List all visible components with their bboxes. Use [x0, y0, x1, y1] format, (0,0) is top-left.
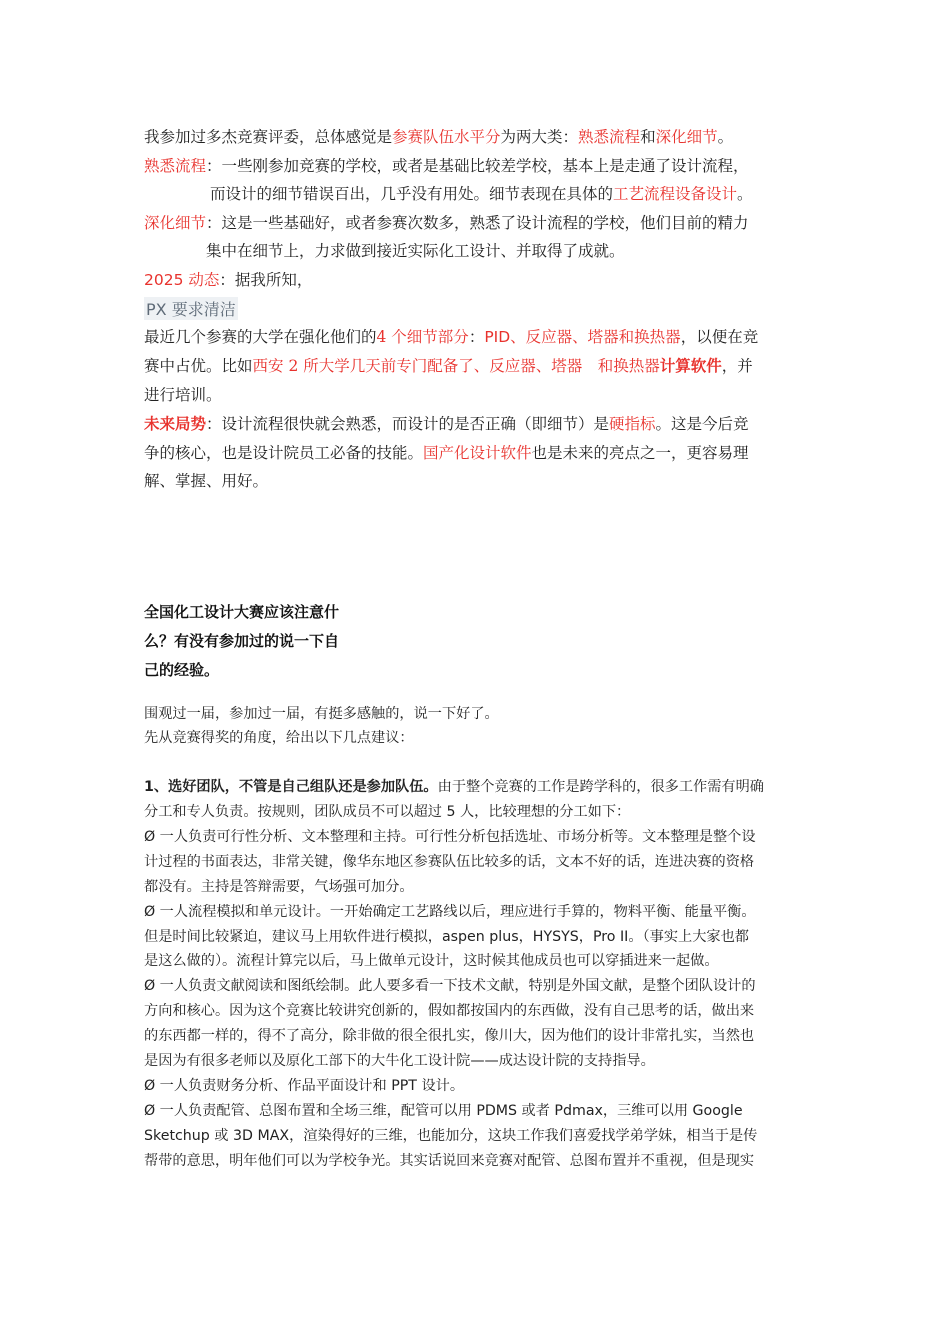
- intro-text: 。: [717, 128, 734, 146]
- familiar-text: ：一些刚参加竞赛的学校，或者是基础比较差学校，基本上是走通了设计流程，: [206, 157, 749, 175]
- deep-label: 深化细节: [144, 214, 207, 232]
- highlight-process-design: 工艺流程设备设计: [613, 185, 738, 203]
- point-1-heading: 1、选好团队，不管是自己组队还是参加队伍。: [144, 779, 438, 795]
- trend-2025-label: 2025 动态: [144, 271, 220, 289]
- deep-text: 集中在细节上，力求做到接近实际化工设计、并取得了成就。: [206, 242, 625, 260]
- trend-2025-line: [144, 270, 312, 290]
- future-line-1: [144, 414, 749, 434]
- familiar-line-2: [210, 184, 753, 204]
- title-line-3: 己的经验。: [144, 661, 220, 679]
- title-line-1: 全国化工设计大赛应该注意什: [144, 603, 340, 621]
- recent-text: 最近几个参赛的大学在强化他们的: [144, 328, 377, 346]
- recent-text: 进行培训。: [144, 386, 222, 404]
- future-line-2: [144, 443, 749, 463]
- intro-text: 和: [640, 128, 656, 146]
- recent-line-1: [144, 327, 758, 347]
- bullet-5-line-2: Sketchup 或 3D MAX，渲染得好的三维，也能加分，这块工作我们喜爱找学弟学妹，相当于是传: [144, 1128, 758, 1144]
- intro-line: [144, 127, 733, 147]
- future-text: 争的核心，也是设计院员工必备的技能。: [144, 444, 424, 462]
- recent-text: ，以便在竞: [680, 328, 759, 346]
- trend-2025-text: ：据我所知，: [219, 271, 313, 289]
- familiar-line-1: [144, 156, 749, 176]
- highlight-familiar: 熟悉流程: [578, 128, 641, 146]
- future-text: 也是未来的亮点之一，更容易理: [531, 444, 749, 462]
- bullet-1-line-2: 计过程的书面表达，非常关键，像华东地区参赛队伍比较多的话，文本不好的话，连进决赛的资格: [144, 854, 755, 870]
- bullet-3-line-2: 方向和核心。因为这个竞赛比较讲究创新的，假如都按国内的东西做，没有自己思考的话，做出来: [144, 1003, 755, 1019]
- recent-line-2: [144, 356, 753, 376]
- bullet-1-line-1: Ø 一人负责可行性分析、文本整理和主持。可行性分析包括选址、市场分析等。文本整理是整个设: [144, 829, 756, 845]
- bullet-3-line-3: 的东西都一样的，得不了高分，除非做的很全很扎实，像川大，因为他们的设计非常扎实，当然也: [144, 1028, 755, 1044]
- answer-intro-2: 先从竞赛得奖的角度，给出以下几点建议：: [144, 730, 414, 746]
- bullet-2-line-1: Ø 一人流程模拟和单元设计。一开始确定工艺路线以后，理应进行手算的，物料平衡、能量平衡。: [144, 904, 756, 920]
- bullet-5-line-3: 帮带的意思，明年他们可以为学校争光。其实话说回来竞赛对配管、总图布置并不重视，但是现实: [144, 1153, 755, 1169]
- highlight-team-level: 参赛队伍水平分: [392, 128, 501, 146]
- bullet-2-line-2: 但是时间比较紧迫，建议马上用软件进行模拟，aspen plus，HYSYS，Pro II。（事实上大家也都: [144, 929, 749, 945]
- future-text: ：设计流程很快就会熟悉，而设计的是否正确（即细节）是: [206, 415, 610, 433]
- deep-line-2: [206, 241, 625, 261]
- bullet-5-line-1: Ø 一人负责配管、总图布置和全场三维，配管可以用 PDMS 或者 Pdmax，三维可以用 Google: [144, 1103, 743, 1119]
- familiar-text: 而设计的细节错误百出，几乎没有用处。细节表现在具体的: [210, 185, 614, 203]
- familiar-label: 熟悉流程: [144, 157, 207, 175]
- highlight-xian-universities: 西安 2 所大学几天前专门配备了、反应器、塔器 和换热器: [252, 357, 660, 375]
- title-line-2: 么？有没有参加过的说一下自: [144, 632, 340, 650]
- answer-intro-1: 围观过一届，参加过一届，有挺多感触的，说一下好了。: [144, 706, 499, 722]
- bullet-3-line-1: Ø 一人负责文献阅读和图纸绘制。此人要多看一下技术文献，特别是外国文献，是整个团队设计的: [144, 978, 756, 994]
- highlight-pid-equipment: PID、反应器、塔器和换热器: [484, 328, 681, 346]
- recent-text: ，并: [721, 357, 753, 375]
- recent-line-3: [144, 385, 222, 405]
- point-1-line-1: [144, 777, 764, 797]
- bullet-3-line-4: 是因为有很多老师以及原化工部下的大牛化工设计院——成达设计院的支持指导。: [144, 1053, 655, 1069]
- bullet-4-line-1: Ø 一人负责财务分析、作品平面设计和 PPT 设计。: [144, 1078, 465, 1094]
- point-1-text: 由于整个竞赛的工作是跨学科的，很多工作需有明确: [437, 779, 764, 795]
- recent-text: 赛中占优。比如: [144, 357, 253, 375]
- familiar-text: 。: [737, 185, 753, 203]
- future-label: 未来局势: [144, 414, 207, 433]
- recent-text: ：: [468, 328, 485, 346]
- future-text: 解、掌握、用好。: [144, 472, 269, 490]
- future-line-3: [144, 471, 268, 491]
- highlight-deep: 深化细节: [655, 128, 718, 146]
- highlight-domestic-software: 国产化设计软件: [423, 444, 532, 462]
- point-1-line-2: 分工和专人负责。按规则，团队成员不可以超过 5 人，比较理想的分工如下：: [144, 804, 631, 820]
- highlight-four-parts: 4 个细节部分: [376, 328, 469, 346]
- bullet-2-line-3: 是这么做的）。流程计算完以后，马上做单元设计，这时候其他成员也可以穿插进来一起做。: [144, 953, 719, 969]
- future-text: 。这是今后竞: [655, 415, 749, 433]
- highlight-calc-software: 计算软件: [659, 356, 722, 375]
- px-requirement-label: PX 要求清洁: [144, 297, 238, 320]
- intro-text: 为两大类：: [500, 128, 579, 146]
- deep-text: ：这是一些基础好，或者参赛次数多，熟悉了设计流程的学校，他们目前的精力: [206, 214, 749, 232]
- intro-text: 我参加过多杰竞赛评委，总体感觉是: [144, 128, 393, 146]
- bullet-1-line-3: 都没有。主持是答辩需要，气场强可加分。: [144, 879, 414, 895]
- highlight-hard-metric: 硬指标: [609, 415, 656, 433]
- deep-line-1: [144, 213, 749, 233]
